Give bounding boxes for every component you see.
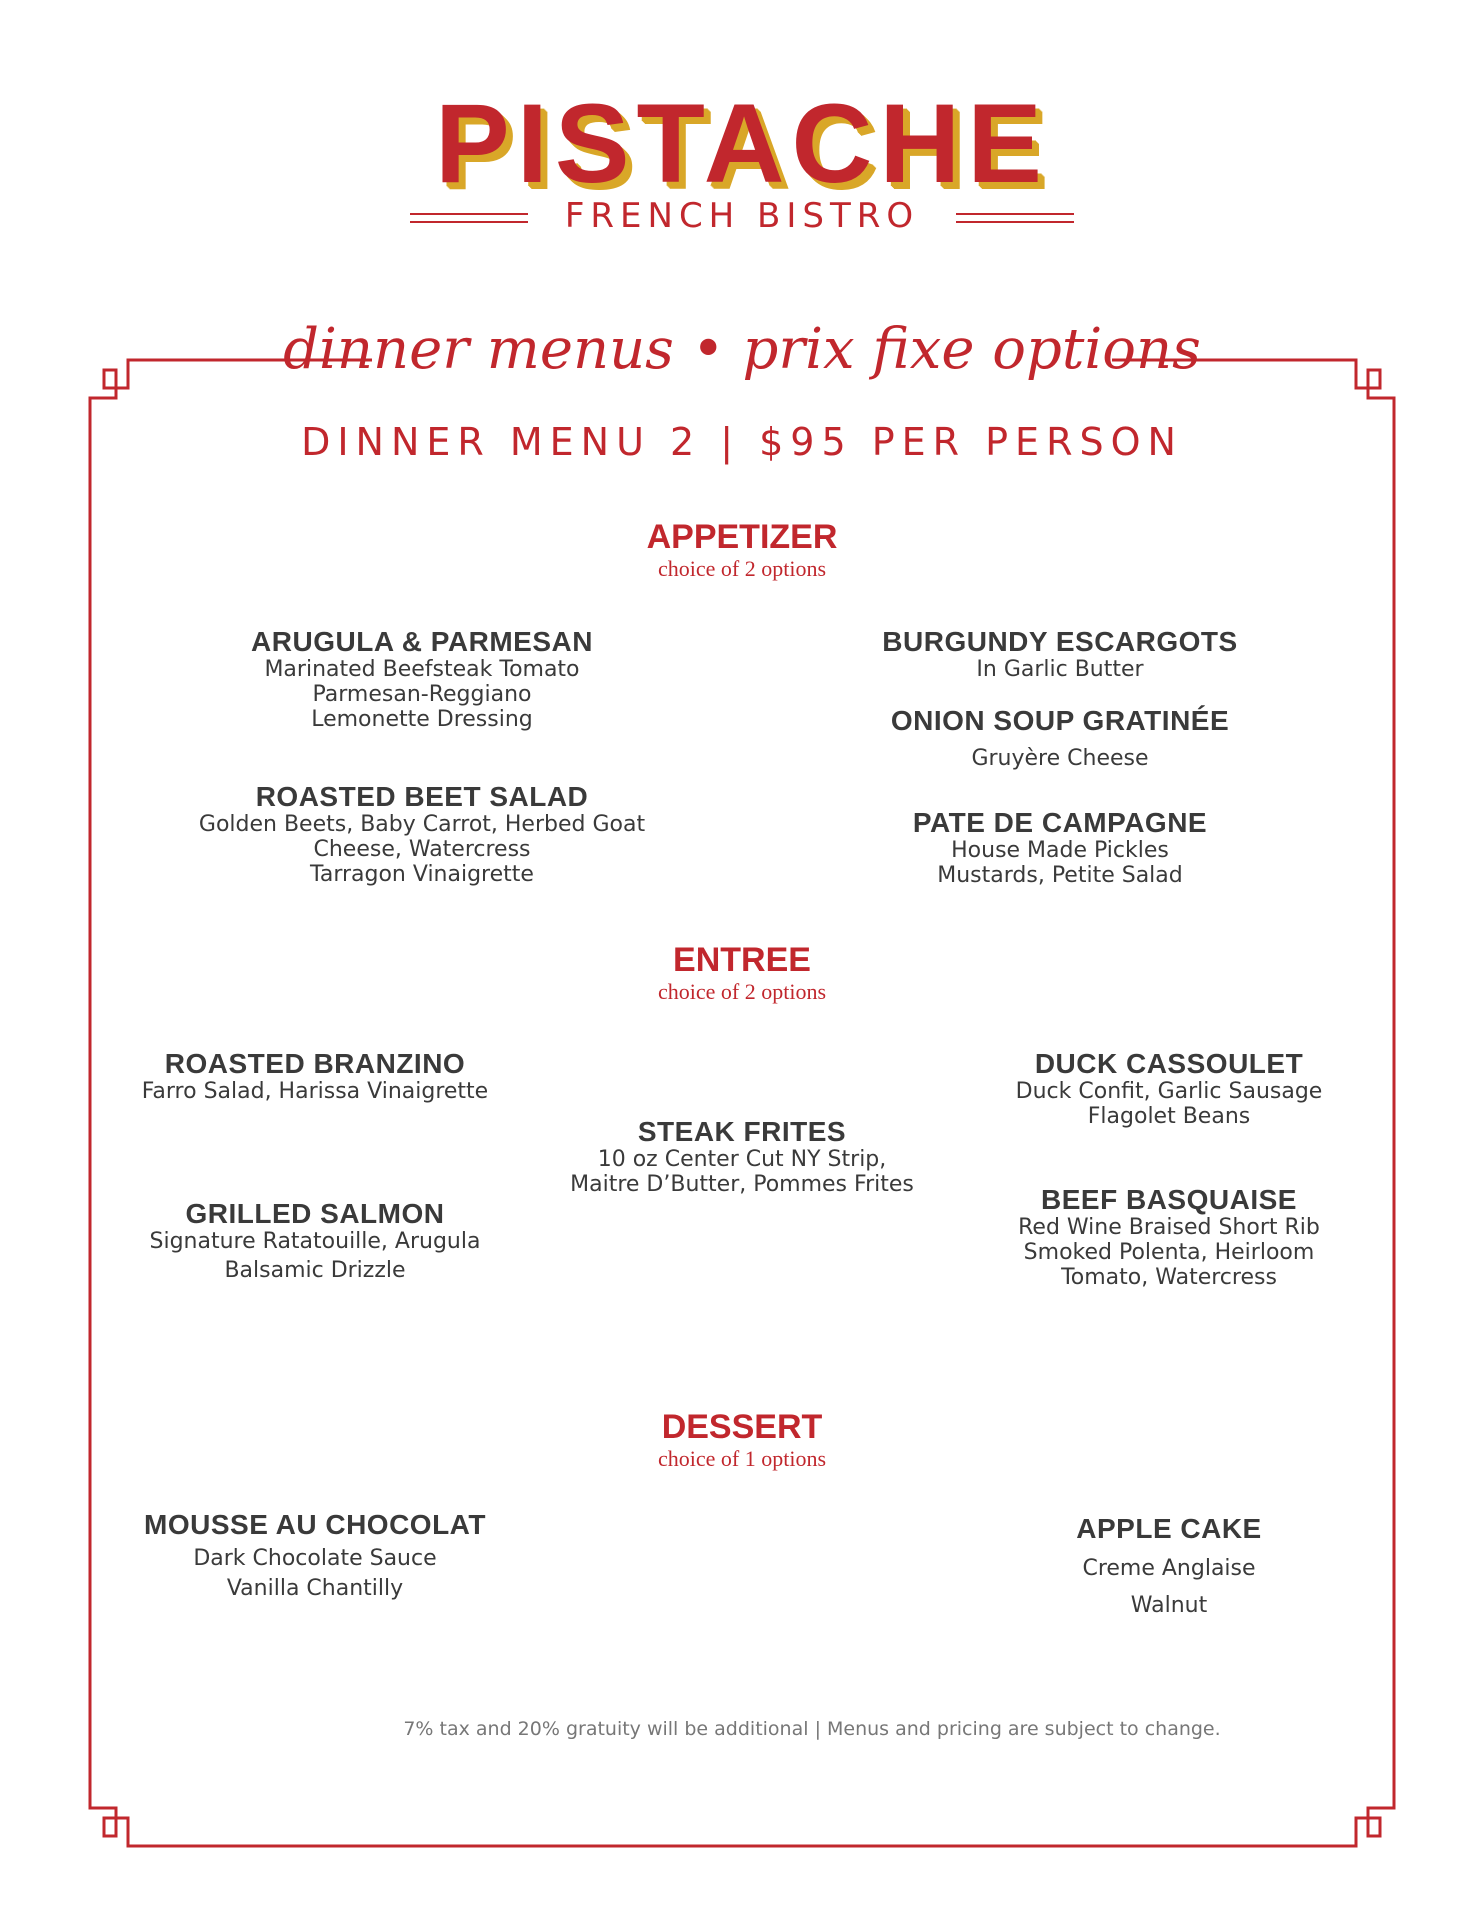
- item-desc: Maitre D’Butter, Pommes Frites: [570, 1172, 914, 1197]
- brand-logo: PISTACHE: [435, 81, 1049, 206]
- item-name: GRILLED SALMON: [185, 1198, 445, 1229]
- item-desc: Tarragon Vinaigrette: [310, 862, 534, 887]
- item-desc: 10 oz Center Cut NY Strip,: [597, 1147, 887, 1172]
- script-heading: dinner menus • prix fixe options: [283, 317, 1201, 382]
- item-desc: House Made Pickles: [951, 838, 1169, 863]
- menu-item: [984, 1514, 1354, 1624]
- item-desc: Lemonette Dressing: [311, 707, 533, 732]
- item-desc: Dark Chocolate Sauce: [193, 1546, 437, 1571]
- item-desc: Duck Confit, Garlic Sausage: [1015, 1079, 1323, 1104]
- menu-item: [984, 1185, 1354, 1290]
- appetizer-title: APPETIZER: [646, 518, 838, 556]
- item-name: DUCK CASSOULET: [1034, 1048, 1304, 1079]
- item-desc: Cheese, Watercress: [313, 837, 531, 862]
- entree-subtitle: choice of 2 options: [657, 979, 827, 1004]
- menu-item: [160, 782, 684, 887]
- brand-tagline: FRENCH BISTRO: [564, 196, 920, 236]
- item-desc: Parmesan-Reggiano: [312, 682, 532, 707]
- item-name: ROASTED BRANZINO: [164, 1048, 466, 1079]
- entree-title: ENTREE: [673, 941, 811, 979]
- item-name: BEEF BASQUAISE: [1041, 1184, 1297, 1215]
- dessert-title: DESSERT: [661, 1408, 823, 1446]
- item-desc: Golden Beets, Baby Carrot, Herbed Goat: [198, 812, 646, 837]
- menu-item: [110, 1049, 520, 1104]
- item-desc: Smoked Polenta, Heirloom: [1023, 1240, 1315, 1265]
- item-desc: Walnut: [1130, 1593, 1208, 1618]
- item-desc: Marinated Beefsteak Tomato: [264, 657, 580, 682]
- item-name: BURGUNDY ESCARGOTS: [882, 626, 1238, 657]
- menu-item: [820, 808, 1300, 888]
- item-desc: Red Wine Braised Short Rib: [1018, 1215, 1320, 1240]
- item-desc: Farro Salad, Harissa Vinaigrette: [141, 1079, 489, 1104]
- item-name: PATE DE CAMPAGNE: [912, 807, 1208, 838]
- menu-item: [110, 1199, 520, 1283]
- appetizer-subtitle: choice of 2 options: [657, 556, 827, 581]
- item-name: STEAK FRITES: [637, 1116, 847, 1147]
- item-desc: Flagolet Beans: [1087, 1104, 1251, 1129]
- item-name: APPLE CAKE: [1076, 1513, 1262, 1544]
- menu-item: [110, 1510, 520, 1604]
- menu-item: [984, 1049, 1354, 1129]
- item-desc: Vanilla Chantilly: [226, 1576, 404, 1601]
- menu-item: [820, 627, 1300, 682]
- menu-item: [160, 627, 684, 732]
- tagline-row: [0, 196, 1484, 236]
- item-desc: In Garlic Butter: [976, 657, 1144, 682]
- menu-title: DINNER MENU 2 | $95 PER PERSON: [301, 420, 1183, 464]
- item-name: ONION SOUP GRATINÉE: [890, 705, 1230, 736]
- item-desc: Gruyère Cheese: [971, 746, 1149, 771]
- footer-note: 7% tax and 20% gratuity will be additional | Menus and pricing are subject to change.: [403, 1718, 1221, 1740]
- item-name: ROASTED BEET SALAD: [255, 781, 589, 812]
- item-name: MOUSSE AU CHOCOLAT: [144, 1509, 486, 1540]
- item-desc: Mustards, Petite Salad: [937, 863, 1183, 888]
- dessert-subtitle: choice of 1 options: [657, 1446, 827, 1471]
- item-desc: Tomato, Watercress: [1061, 1265, 1277, 1290]
- menu-item: [530, 1117, 954, 1197]
- item-desc: Balsamic Drizzle: [224, 1258, 406, 1283]
- menu-item: [820, 706, 1300, 771]
- item-name: ARUGULA & PARMESAN: [251, 626, 593, 657]
- item-desc: Creme Anglaise: [1082, 1556, 1256, 1581]
- tagline-rule-right: [956, 213, 1074, 223]
- item-desc: Signature Ratatouille, Arugula: [149, 1229, 481, 1254]
